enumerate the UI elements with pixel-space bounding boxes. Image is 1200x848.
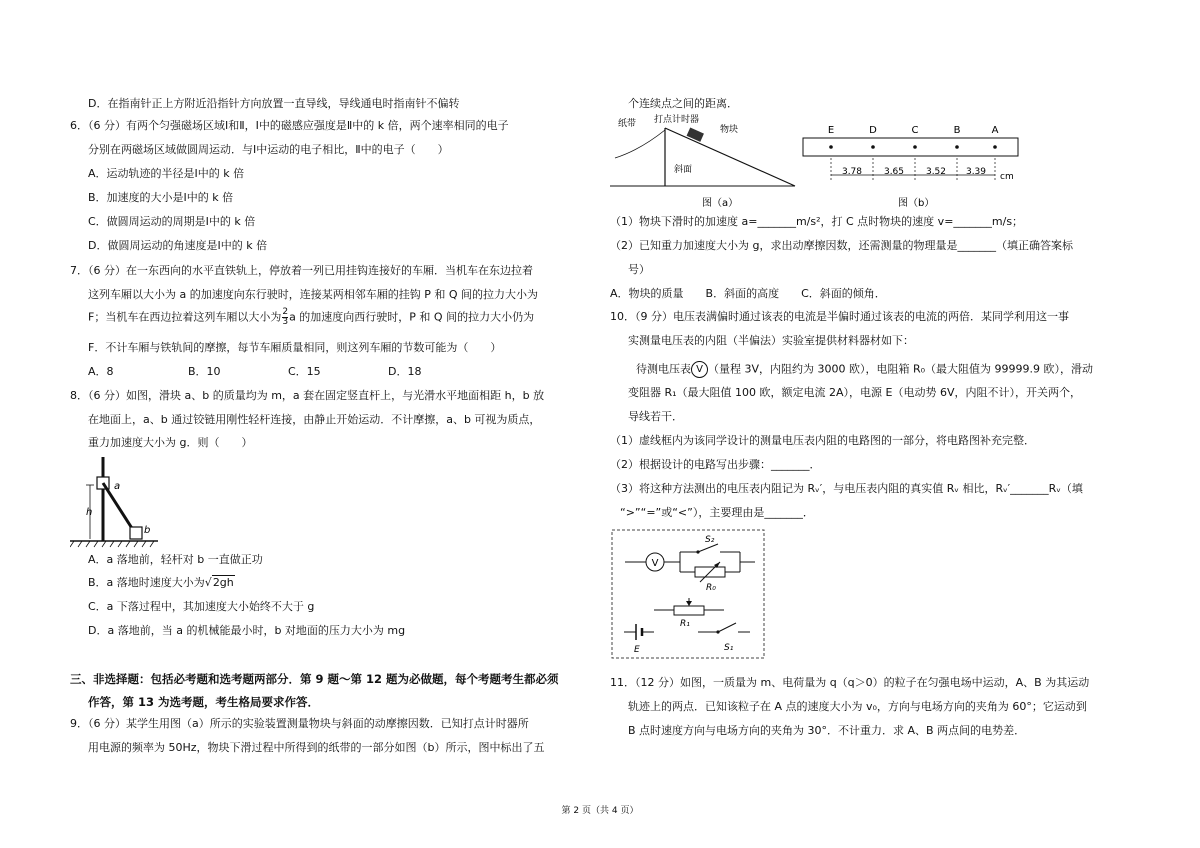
voltmeter-label: V <box>651 558 659 569</box>
section3-heading-line1: 三、非选择题：包括必考题和选考题两部分．第 9 题～第 12 题为必做题，每个考题考生都必须 <box>70 672 559 686</box>
label-slope: 斜面 <box>674 165 693 175</box>
q7-option-d: D．18 <box>388 365 422 378</box>
q9-stem-line2: 用电源的频率为 50Hz，物块下滑过程中所得到的纸带的一部分如图（b）所示，图中标出了五 <box>88 741 545 754</box>
section3-heading-line2: 作答，第 13 为选考题，考生格局要求作答． <box>88 695 320 709</box>
q10-stem-line5: 导线若干． <box>628 410 683 423</box>
q7-line3-start: F；当机车在西边拉着这列车厢以大小为 <box>88 310 282 324</box>
q11-stem-line1: 11．（12 分）如图，一质量为 m、电荷量为 q（q＞0）的粒子在匀强电场中运动，A、B 为其运动 <box>610 676 1090 689</box>
tape-distance: 3.65 <box>883 167 905 177</box>
q10-stem-line2: 实测量电压表的内阻（半偏法）实验室提供材料器材如下： <box>628 334 914 347</box>
q7-line3-end: a 的加速度向西行驶时，P 和 Q 间的拉力大小仍为 <box>289 310 535 324</box>
fraction <box>282 308 288 327</box>
tape-unit: cm <box>1000 172 1014 182</box>
q6-option-d: D．做圆周运动的角速度是Ⅰ中的 k 倍 <box>88 239 268 252</box>
q10-part3-line2: “>”“=”或“<”），主要理由是_______． <box>620 506 814 519</box>
q7-option-b: B．10 <box>188 365 221 378</box>
q9-part2-line2: 号） <box>628 263 650 276</box>
sliding-blocks-figure <box>70 455 160 550</box>
label-a: a <box>114 481 121 492</box>
q11-stem-line3: B 点时速度方向与电场方向的夹角为 30°．不计重力．求 A、B 两点间的电势差． <box>628 724 1026 737</box>
q7-stem-line3 <box>88 308 534 327</box>
sqrt-expression: √2gh <box>204 576 234 589</box>
q6-option-a: A．运动轨迹的半径是Ⅰ中的 k 倍 <box>88 167 245 180</box>
tape-dot <box>829 145 833 149</box>
incline-surface <box>665 128 795 186</box>
figure-a-incline-setup <box>610 112 800 212</box>
q7-option-c: C．15 <box>288 365 321 378</box>
slider-arrowhead <box>686 601 692 606</box>
q6-option-b: B．加速度的大小是Ⅰ中的 k 倍 <box>88 191 234 204</box>
label-timer: 打点计时器 <box>654 115 700 125</box>
tape-distance: 3.39 <box>965 167 987 177</box>
q8-option-b-text: B．a 落地时速度大小为 <box>88 576 205 589</box>
q7-option-a: A．8 <box>88 365 114 378</box>
q6-stem-line2: 分别在两磁场区域做圆周运动．与Ⅰ中运动的电子相比，Ⅱ中的电子（ ） <box>88 143 449 156</box>
q8-stem-line3: 重力加速度大小为 g．则（ ） <box>88 436 253 449</box>
q9-stem-continued: 个连续点之间的距离． <box>628 97 738 110</box>
tape-dot <box>955 145 959 149</box>
figure-b-paper-tape <box>798 118 1028 210</box>
tape-dot <box>993 145 997 149</box>
switch-contact <box>696 550 699 553</box>
block <box>687 127 704 141</box>
label-e: E <box>634 645 640 655</box>
q9-part1: （1）物块下滑时的加速度 a=_______m/s²，打 C 点时物块的速度 v=_______m/s； <box>610 215 1024 228</box>
q9-part2-line1: （2）已知重力加速度大小为 g，求出动摩擦因数，还需测量的物理量是_______（填正确答案标 <box>610 239 1073 252</box>
q9-stem-line1: 9．（6 分）某学生用图（a）所示的实验装置测量物块与斜面的动摩擦因数．已知打点计时器所 <box>70 717 529 730</box>
page-footer: 第 2 页（共 4 页） <box>561 806 639 816</box>
tape-strip <box>803 138 1018 156</box>
label-block: 物块 <box>720 125 739 135</box>
q10-part3-line1: （3）将这种方法测出的电压表内阻记为 Rᵥ′，与电压表内阻的真实值 Rᵥ 相比，Rᵥ′_______Rᵥ（填 <box>610 482 1083 495</box>
q10-stem-line3 <box>636 361 1093 378</box>
q10-line3-end: （量程 3V，内阻约为 3000 欧），电阻箱 R₀（最大阻值为 99999.9 欧），滑动 <box>708 362 1094 376</box>
voltmeter-symbol: V <box>691 361 708 378</box>
sqrt-radicand: 2gh <box>212 576 234 589</box>
label-h: h <box>86 507 93 518</box>
q8-option-c: C．a 下落过程中，其加速度大小始终不大于 g <box>88 600 315 613</box>
q7-stem-line2: 这列车厢以大小为 a 的加速度向东行驶时，连接某两相邻车厢的挂钩 P 和 Q 间的拉力大小为 <box>88 288 539 301</box>
switch-s1 <box>718 623 736 632</box>
fraction-denominator: 3 <box>282 317 289 327</box>
q5-option-d: D．在指南针正上方附近沿指针方向放置一直导线，导线通电时指南针不偏转 <box>88 97 460 110</box>
q8-stem-line2: 在地面上，a、b 通过铰链用刚性轻杆连接，由静止开始运动．不计摩擦，a、b 可视为质点， <box>88 413 541 426</box>
q10-part1: （1）虚线框内为该同学设计的测量电压表内阻的电路图的一部分，将电路图补充完整． <box>610 434 1035 447</box>
ground-hatching <box>70 541 154 547</box>
paper-tape <box>615 130 665 158</box>
label-s1: S₁ <box>724 643 734 653</box>
caption-figure-a: 图（a） <box>702 198 739 209</box>
q11-stem-line2: 轨迹上的两点．已知该粒子在 A 点的速度大小为 v₀，方向与电场方向的夹角为 60°；它运动到 <box>628 700 1087 713</box>
q10-stem-line1: 10．（9 分）电压表满偏时通过该表的电流是半偏时通过该表的电流的两倍．某同学利用这一事 <box>610 310 1069 323</box>
caption-figure-b: 图（b） <box>898 198 935 209</box>
switch-contact <box>716 630 719 633</box>
q7-stem-line4: F．不计车厢与铁轨间的摩擦，每节车厢质量相同，则这列车厢的节数可能为（ ） <box>88 341 502 354</box>
block-b <box>130 527 142 539</box>
q6-stem-line1: 6．（6 分）有两个匀强磁场区域Ⅰ和Ⅱ，Ⅰ中的磁感应强度是Ⅱ中的 k 倍，两个速率相同的电子 <box>70 119 509 132</box>
rheostat-r1 <box>674 606 704 615</box>
q6-option-c: C．做圆周运动的周期是Ⅰ中的 k 倍 <box>88 215 256 228</box>
tape-distance: 3.52 <box>925 167 947 177</box>
label-s2: S₂ <box>705 535 715 545</box>
q9-options: A．物块的质量 B．斜面的高度 C．斜面的倾角． <box>610 287 886 300</box>
tape-distance: 3.78 <box>841 167 863 177</box>
tape-point-label: A <box>991 125 999 136</box>
q7-stem-line1: 7．（6 分）在一东西向的水平直铁轨上，停放着一列已用挂钩连接好的车厢．当机车在东边拉着 <box>70 264 533 277</box>
tape-dot <box>871 145 875 149</box>
tape-point-label: B <box>953 125 961 136</box>
q8-stem-line1: 8．（6 分）如图，滑块 a、b 的质量均为 m，a 套在固定竖直杆上，与光滑水平地面相距 h，b 放 <box>70 389 545 402</box>
tape-point-label: D <box>869 125 877 136</box>
label-r1: R₁ <box>680 619 690 629</box>
circuit-diagram <box>610 528 770 662</box>
tape-point-label: C <box>911 125 919 136</box>
tape-dot <box>913 145 917 149</box>
dashed-frame <box>612 530 764 658</box>
tape-point-label: E <box>827 125 835 136</box>
q10-part2: （2）根据设计的电路写出步骤：_______． <box>610 458 821 471</box>
label-tape: 纸带 <box>618 119 637 129</box>
q8-option-d: D．a 落地前，当 a 的机械能最小时，b 对地面的压力大小为 mg <box>88 624 406 637</box>
switch-s2 <box>698 544 718 552</box>
q8-option-b <box>88 575 235 591</box>
q10-stem-line4: 变阻器 R₁（最大阻值 100 欧，额定电流 2A），电源 E（电动势 6V，内阻不计），开关两个， <box>628 386 1082 399</box>
q10-line3-start: 待测电压表 <box>636 362 691 376</box>
q8-option-a: A．a 落地前，轻杆对 b 一直做正功 <box>88 553 263 566</box>
label-b: b <box>144 525 151 536</box>
label-r0: R₀ <box>706 583 716 593</box>
fraction-numerator: 2 <box>282 307 289 317</box>
